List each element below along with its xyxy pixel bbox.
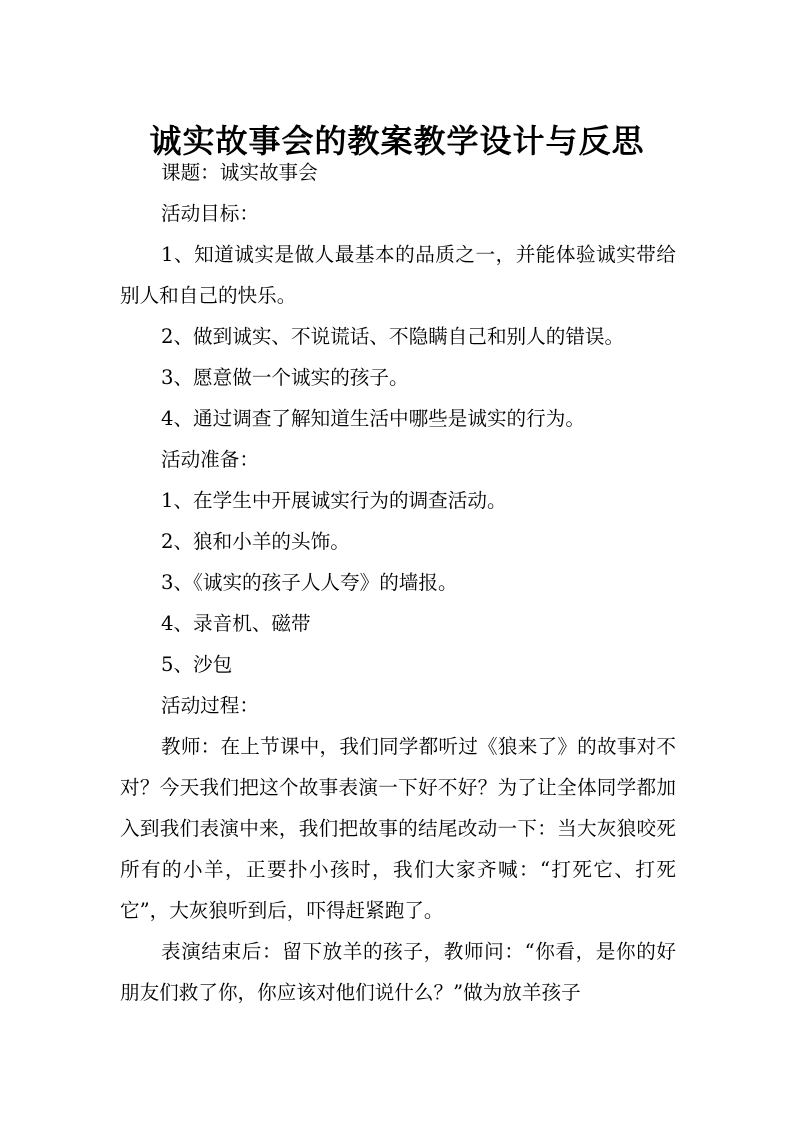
section-heading-process: 活动过程： <box>161 694 259 717</box>
objective-item-3: 3、愿意做一个诚实的孩子。 <box>161 366 409 389</box>
section-heading-preparation: 活动准备： <box>161 448 259 471</box>
preparation-item-4: 4、录音机、磁带 <box>161 612 311 635</box>
preparation-item-1: 1、在学生中开展诚实行为的调查活动。 <box>161 489 507 512</box>
process-paragraph-2: 表演结束后：留下放羊的孩子，教师问：“你看，是你的好朋友们救了你，你应该对他们说什么？”做为放羊孩子 <box>120 940 676 1004</box>
process-paragraph-1: 教师：在上节课中，我们同学都听过《狼来了》的故事对不对？今天我们把这个故事表演一下好不好？为了让全体同学都加入到我们表演中来，我们把故事的结尾改动一下：当大灰狼咬死所有的小羊，正要扑小孩时，我们大家齐喊：“打死它、打死它”，大灰狼听到后，吓得赶紧跑了。 <box>120 735 676 922</box>
section-heading-objectives: 活动目标： <box>161 202 259 225</box>
lesson-topic: 课题：诚实故事会 <box>161 161 318 184</box>
preparation-item-3: 3、《诚实的孩子人人夸》的墙报。 <box>161 571 458 594</box>
document-body <box>120 152 676 1013</box>
objective-item-1: 1、知道诚实是做人最基本的品质之一，并能体验诚实带给别人和自己的快乐。 <box>120 243 676 307</box>
preparation-item-2: 2、狼和小羊的头饰。 <box>161 530 350 553</box>
objective-item-4: 4、通过调查了解知道生活中哪些是诚实的行为。 <box>161 407 585 430</box>
document-title: 诚实故事会的教案教学设计与反思 <box>149 122 645 161</box>
preparation-item-5: 5、沙包 <box>161 653 233 676</box>
objective-item-2: 2、做到诚实、不说谎话、不隐瞒自己和别人的错误。 <box>161 325 625 348</box>
